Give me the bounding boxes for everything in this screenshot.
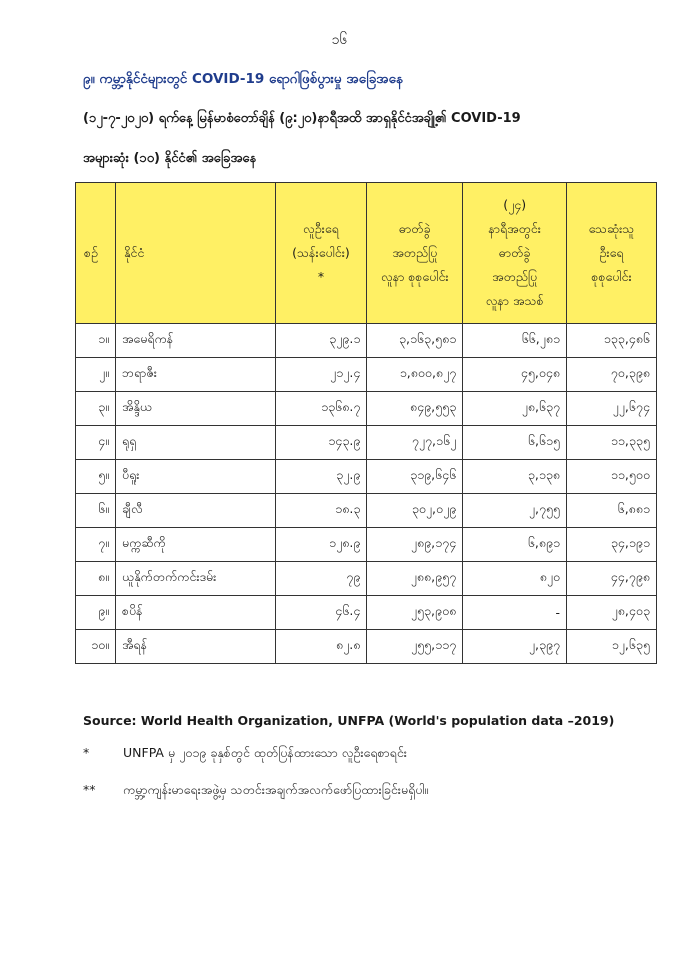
header-rank: စဉ်	[76, 183, 116, 324]
table-row	[76, 528, 657, 562]
cell-population: ၁၄၃.၉	[275, 426, 367, 460]
table-row	[76, 562, 657, 596]
cell-rank: ၅။	[76, 460, 116, 494]
cell-new-cases: ၆,၆၁၅	[463, 426, 567, 460]
covid-table	[75, 182, 657, 664]
cell-rank: ၇။	[76, 528, 116, 562]
footnote-2	[83, 782, 428, 801]
table-row	[76, 324, 657, 358]
cell-confirmed: ၃,၁၆၃,၅၈၁	[367, 324, 463, 358]
header-confirmed: ဓာတ်ခွဲ အတည်ပြု လူနာ စုစုပေါင်း	[367, 183, 463, 324]
cell-rank: ၆။	[76, 494, 116, 528]
footnote-2-mark: **	[83, 782, 96, 797]
cell-confirmed: ၃၁၉,၆၄၆	[367, 460, 463, 494]
cell-confirmed: ၂၈၉,၁၇၄	[367, 528, 463, 562]
header-country: နိုင်ငံ	[115, 183, 275, 324]
table-row	[76, 426, 657, 460]
table-row	[76, 494, 657, 528]
footnote-1-mark: *	[83, 745, 90, 760]
cell-confirmed: ၂၈၈,၉၅၇	[367, 562, 463, 596]
cell-population: ၁၈.၃	[275, 494, 367, 528]
cell-country: အိန္ဒိယ	[115, 392, 275, 426]
cell-rank: ၁။	[76, 324, 116, 358]
cell-population: ၁၃၆၈.၇	[275, 392, 367, 426]
cell-deaths: ၁၁,၅၀၀	[567, 460, 657, 494]
subheading-line-1: (၁၂-၇-၂၀၂၀) ရက်နေ့ မြန်မာစံတော်ချိန် (၉:၂၀)နာရီအထိ အာရှနိုင်ငံအချို့၏ COVID-19	[83, 111, 521, 126]
table-row	[76, 596, 657, 630]
cell-population: ၃၂၉.၁	[275, 324, 367, 358]
cell-rank: ၈။	[76, 562, 116, 596]
cell-deaths: ၃၄,၁၉၁	[567, 528, 657, 562]
cell-new-cases: ၄၅,၀၄၈	[463, 358, 567, 392]
cell-country: ယူနိုက်တက်ကင်းဒမ်း	[115, 562, 275, 596]
table-header-row	[76, 183, 657, 324]
cell-new-cases: ၆,၈၉၁	[463, 528, 567, 562]
cell-deaths: ၁၂,၆၃၅	[567, 630, 657, 664]
cell-country: ဘရာဇီး	[115, 358, 275, 392]
cell-population: ၇၉	[275, 562, 367, 596]
cell-country: ချီလီ	[115, 494, 275, 528]
footnote-1	[83, 745, 407, 764]
cell-confirmed: ၇၂၇,၁၆၂	[367, 426, 463, 460]
cell-country: စပိန်	[115, 596, 275, 630]
cell-deaths: ၇၀,၃၉၈	[567, 358, 657, 392]
cell-deaths: ၄၄,၇၉၈	[567, 562, 657, 596]
cell-confirmed: ၈၄၉,၅၅၃	[367, 392, 463, 426]
subheading-line-2: အများဆုံး (၁၀) နိုင်ငံ၏ အခြေအနေ	[83, 151, 257, 166]
section-heading: ၉။ ကမ္ဘာ့နိုင်ငံများတွင် COVID-19 ရောဂါဖြစ်ပွားမှု အခြေအနေ	[83, 71, 403, 87]
cell-confirmed: ၂၅၃,၉၀၈	[367, 596, 463, 630]
header-population: လူဦးရေ (သန်းပေါင်း) *	[275, 183, 367, 324]
table-row	[76, 630, 657, 664]
header-deaths: သေဆုံးသူ ဦးရေ စုစုပေါင်း	[567, 183, 657, 324]
cell-deaths: ၁၁,၃၃၅	[567, 426, 657, 460]
cell-new-cases: ၃,၁၃၈	[463, 460, 567, 494]
cell-population: ၈၂.၈	[275, 630, 367, 664]
cell-population: ၁၂၈.၉	[275, 528, 367, 562]
cell-confirmed: ၂၅၅,၁၁၇	[367, 630, 463, 664]
table-row	[76, 392, 657, 426]
cell-population: ၄၆.၄	[275, 596, 367, 630]
cell-confirmed: ၃၀၂,၀၂၉	[367, 494, 463, 528]
cell-rank: ၄။	[76, 426, 116, 460]
cell-country: အီရန်	[115, 630, 275, 664]
footnote-2-text: ကမ္ဘာ့ကျန်းမာရေးအဖွဲ့မှ သတင်းအချက်အလက်ဖော်ပြထားခြင်းမရှိပါ။	[123, 782, 429, 797]
cell-rank: ၂။	[76, 358, 116, 392]
table-row	[76, 460, 657, 494]
cell-country: အမေရိကန်	[115, 324, 275, 358]
cell-new-cases: -	[463, 596, 567, 630]
source-line: Source: World Health Organization, UNFPA (World's population data –2019)	[83, 713, 615, 728]
cell-new-cases: ၈၂၀	[463, 562, 567, 596]
cell-population: ၃၂.၉	[275, 460, 367, 494]
cell-new-cases: ၆၆,၂၈၁	[463, 324, 567, 358]
cell-deaths: ၆,၈၈၁	[567, 494, 657, 528]
cell-new-cases: ၂၈,၆၃၇	[463, 392, 567, 426]
cell-rank: ၁၀။	[76, 630, 116, 664]
cell-deaths: ၂၈,၄၀၃	[567, 596, 657, 630]
header-new-cases: (၂၄) နာရီအတွင်း ဓာတ်ခွဲ အတည်ပြု လူနာ အသစ်	[463, 183, 567, 324]
cell-deaths: ၂၂,၆၇၄	[567, 392, 657, 426]
cell-country: ပီရူး	[115, 460, 275, 494]
page-number: ၁၆	[331, 32, 348, 48]
footnote-1-text: UNFPA မှ ၂၀၁၉ ခုနှစ်တွင် ထုတ်ပြန်ထားသော လူဦးရေစာရင်း	[123, 745, 407, 760]
cell-country: မက္ကဆီကို	[115, 528, 275, 562]
cell-country: ရုရှ	[115, 426, 275, 460]
cell-rank: ၉။	[76, 596, 116, 630]
cell-new-cases: ၂,၇၅၅	[463, 494, 567, 528]
cell-population: ၂၁၂.၄	[275, 358, 367, 392]
cell-new-cases: ၂,၃၉၇	[463, 630, 567, 664]
table-row	[76, 358, 657, 392]
cell-rank: ၃။	[76, 392, 116, 426]
cell-confirmed: ၁,၈၀၀,၈၂၇	[367, 358, 463, 392]
cell-deaths: ၁၃၃,၄၈၆	[567, 324, 657, 358]
